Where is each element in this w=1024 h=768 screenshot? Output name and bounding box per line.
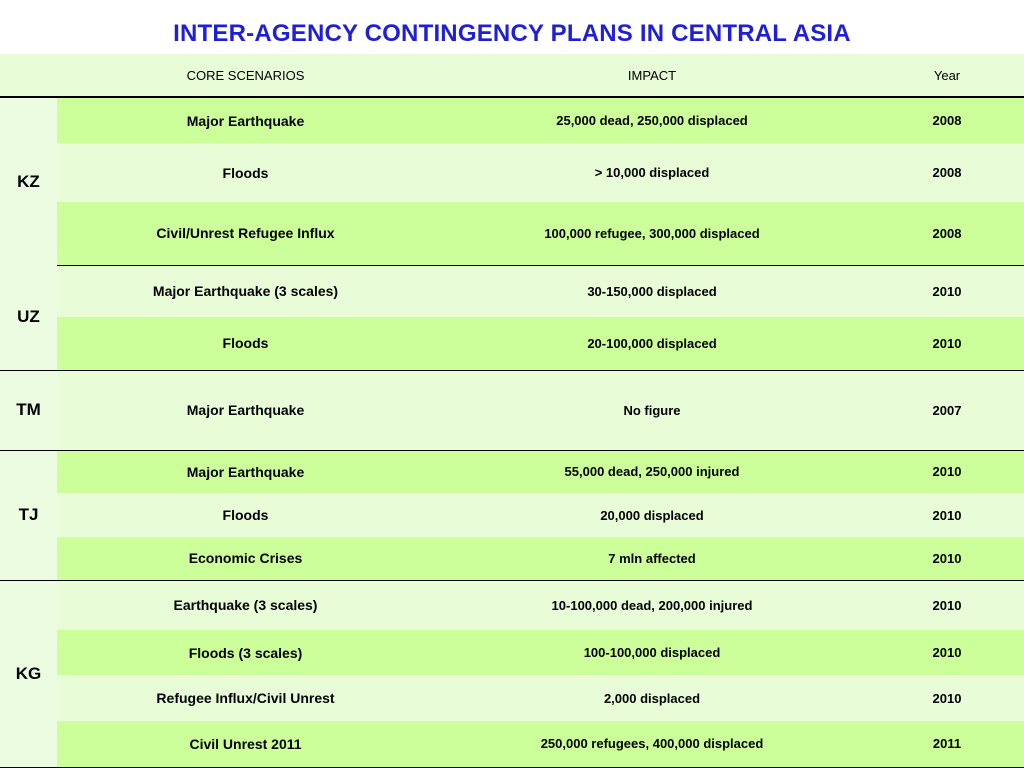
year-cell: 2008 (870, 202, 1024, 265)
year-cell: 2010 (870, 317, 1024, 370)
scenario-cell: Floods (3 scales) (57, 630, 434, 675)
year-cell: 2010 (870, 265, 1024, 317)
impact-cell: 250,000 refugees, 400,000 displaced (434, 721, 870, 767)
contingency-plans-table (0, 54, 1024, 768)
scenario-cell: Floods (57, 317, 434, 370)
year-cell: 2010 (870, 630, 1024, 675)
impact-cell: 20,000 displaced (434, 493, 870, 537)
country-label-tm: TM (0, 370, 57, 450)
year-cell: 2010 (870, 675, 1024, 721)
country-label-kg: KG (0, 580, 57, 767)
year-cell: 2008 (870, 143, 1024, 202)
table-row (0, 493, 1024, 537)
scenario-cell: Major Earthquake (57, 97, 434, 143)
table-row (0, 143, 1024, 202)
table-row (0, 97, 1024, 143)
table-row (0, 317, 1024, 370)
year-cell: 2007 (870, 370, 1024, 450)
impact-cell: 55,000 dead, 250,000 injured (434, 450, 870, 493)
scenario-cell: Civil/Unrest Refugee Influx (57, 202, 434, 265)
country-label-uz: UZ (0, 265, 57, 370)
scenario-cell: Floods (57, 143, 434, 202)
table-row (0, 265, 1024, 317)
scenario-cell: Refugee Influx/Civil Unrest (57, 675, 434, 721)
header-year: Year (870, 54, 1024, 97)
scenario-cell: Floods (57, 493, 434, 537)
year-cell: 2011 (870, 721, 1024, 767)
scenario-cell: Major Earthquake (3 scales) (57, 265, 434, 317)
impact-cell: 100-100,000 displaced (434, 630, 870, 675)
scenario-cell: Earthquake (3 scales) (57, 580, 434, 630)
scenario-cell: Civil Unrest 2011 (57, 721, 434, 767)
table-row (0, 630, 1024, 675)
scenario-cell: Major Earthquake (57, 450, 434, 493)
year-cell: 2010 (870, 450, 1024, 493)
header-country (0, 54, 57, 97)
impact-cell: 10-100,000 dead, 200,000 injured (434, 580, 870, 630)
scenario-cell: Economic Crises (57, 537, 434, 580)
scenario-cell: Major Earthquake (57, 370, 434, 450)
year-cell: 2010 (870, 537, 1024, 580)
header-row (0, 54, 1024, 97)
impact-cell: 2,000 displaced (434, 675, 870, 721)
page-title: INTER-AGENCY CONTINGENCY PLANS IN CENTRAL ASIA (173, 20, 851, 47)
impact-cell: 30-150,000 displaced (434, 265, 870, 317)
table-row (0, 450, 1024, 493)
table-row (0, 721, 1024, 767)
year-cell: 2010 (870, 493, 1024, 537)
impact-cell: 7 mln affected (434, 537, 870, 580)
impact-cell: > 10,000 displaced (434, 143, 870, 202)
country-label-kz: KZ (0, 97, 57, 265)
table-row (0, 580, 1024, 630)
year-cell: 2010 (870, 580, 1024, 630)
country-label-tj: TJ (0, 450, 57, 580)
header-impact: IMPACT (434, 54, 870, 97)
impact-cell: No figure (434, 370, 870, 450)
table-row (0, 202, 1024, 265)
table-row (0, 537, 1024, 580)
header-core-scenarios: CORE SCENARIOS (57, 54, 434, 97)
year-cell: 2008 (870, 97, 1024, 143)
table-row (0, 370, 1024, 450)
impact-cell: 25,000 dead, 250,000 displaced (434, 97, 870, 143)
impact-cell: 20-100,000 displaced (434, 317, 870, 370)
impact-cell: 100,000 refugee, 300,000 displaced (434, 202, 870, 265)
table-row (0, 675, 1024, 721)
